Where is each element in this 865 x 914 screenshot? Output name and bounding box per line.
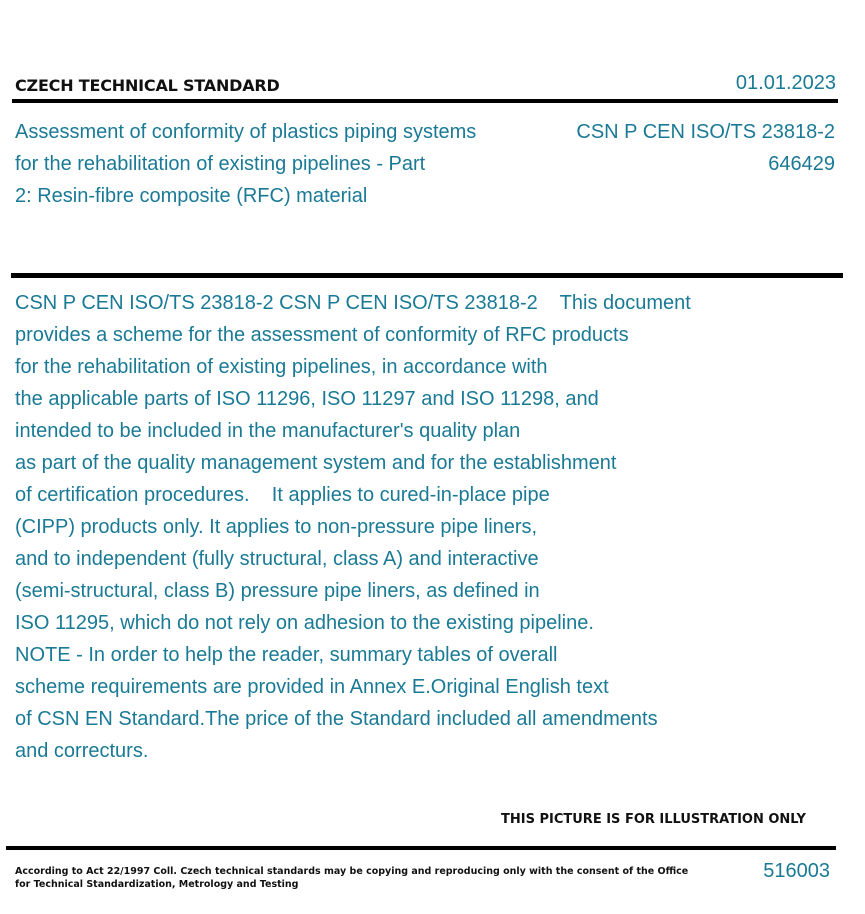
abstract-text xyxy=(15,287,845,767)
legal-line: According to Act 22/1997 Coll. Czech technical standards may be copying and reproducing only with the consent of the Office xyxy=(15,866,689,877)
footer-number: 516003 xyxy=(763,860,830,882)
title-line: Assessment of conformity of plastics piping systems xyxy=(15,121,477,143)
catalog-number: 646429 xyxy=(768,153,835,175)
abstract-line: (semi-structural, class B) pressure pipe liners, as defined in xyxy=(15,580,540,602)
abstract-line: provides a scheme for the assessment of conformity of RFC products xyxy=(15,324,629,346)
illustration-notice: THIS PICTURE IS FOR ILLUSTRATION ONLY xyxy=(501,812,806,827)
publication-date: 01.01.2023 xyxy=(735,72,836,94)
legal-line: for Technical Standardization, Metrology and Testing xyxy=(15,879,299,890)
abstract-line: for the rehabilitation of existing pipelines, in accordance with xyxy=(15,356,548,378)
abstract-line: the applicable parts of ISO 11296, ISO 11297 and ISO 11298, and xyxy=(15,388,599,410)
document-title xyxy=(15,116,535,212)
title-line: for the rehabilitation of existing pipelines - Part xyxy=(15,153,426,175)
standard-type-heading: CZECH TECHNICAL STANDARD xyxy=(15,76,280,95)
abstract-line: intended to be included in the manufacturer's quality plan xyxy=(15,420,521,442)
header-divider xyxy=(12,99,838,103)
legal-notice xyxy=(15,865,689,891)
abstract-line: and to independent (fully structural, class A) and interactive xyxy=(15,548,539,570)
abstract-line: scheme requirements are provided in Annex E.Original English text xyxy=(15,676,609,698)
title-line: 2: Resin-fibre composite (RFC) material xyxy=(15,185,368,207)
section-divider xyxy=(11,273,843,278)
document-identifier xyxy=(576,116,835,180)
abstract-line: as part of the quality management system and for the establishment xyxy=(15,452,617,474)
abstract-line: (CIPP) products only. It applies to non-pressure pipe liners, xyxy=(15,516,538,538)
abstract-line: and correcturs. xyxy=(15,740,149,762)
standard-code: CSN P CEN ISO/TS 23818-2 xyxy=(576,121,835,143)
abstract-line: NOTE - In order to help the reader, summary tables of overall xyxy=(15,644,558,666)
abstract-line: of CSN EN Standard.The price of the Standard included all amendments xyxy=(15,708,658,730)
abstract-line: CSN P CEN ISO/TS 23818-2 CSN P CEN ISO/TS 23818-2 This document xyxy=(15,292,691,314)
footer-divider xyxy=(6,846,836,850)
abstract-line: ISO 11295, which do not rely on adhesion to the existing pipeline. xyxy=(15,612,594,634)
abstract-line: of certification procedures. It applies to cured-in-place pipe xyxy=(15,484,550,506)
